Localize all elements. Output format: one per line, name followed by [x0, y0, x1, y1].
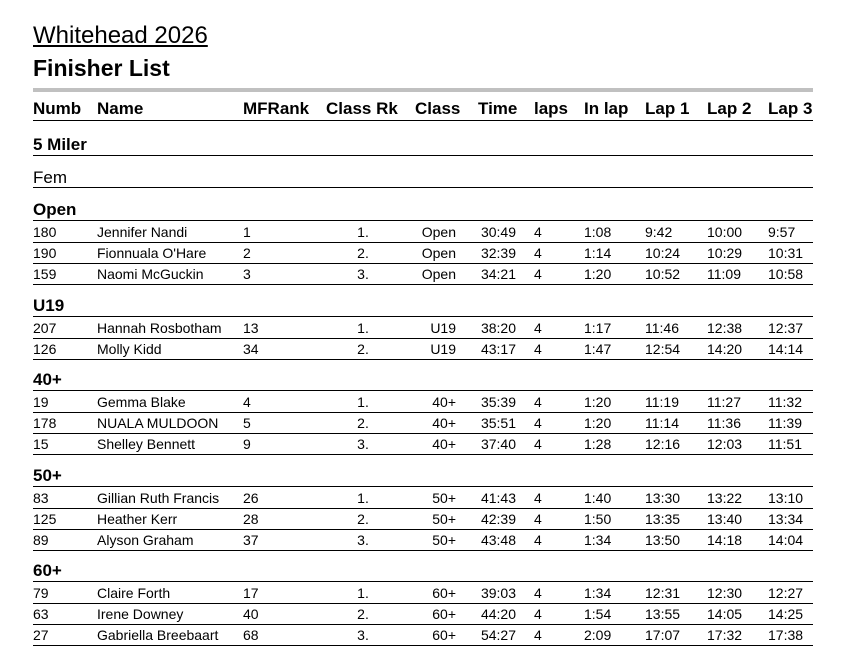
cell-mfrank: 1: [243, 224, 251, 240]
gender-label: Fem: [33, 168, 67, 187]
cell-laps: 4: [534, 224, 542, 240]
age-group-label: Open: [33, 200, 77, 219]
gender-divider: [33, 187, 813, 188]
cell-in-lap: 1:14: [584, 245, 612, 261]
cell-name: Naomi McGuckin: [97, 266, 204, 282]
cell-lap-2: 12:38: [707, 320, 743, 336]
cell-class: U19: [430, 320, 456, 336]
cell-mfrank: 68: [243, 627, 259, 643]
cell-name: Molly Kidd: [97, 341, 162, 357]
cell-mfrank: 13: [243, 320, 259, 336]
column-header-in-lap: In lap: [584, 99, 629, 118]
cell-name: Gillian Ruth Francis: [97, 490, 220, 506]
cell-time: 41:43: [480, 490, 516, 506]
cell-in-lap: 1:40: [584, 490, 612, 506]
age-group-label: 50+: [33, 466, 62, 485]
cell-numb: 83: [33, 490, 49, 506]
cell-laps: 4: [534, 245, 542, 261]
cell-lap-3: 13:34: [768, 511, 804, 527]
cell-in-lap: 1:20: [584, 266, 612, 282]
cell-mfrank: 34: [243, 341, 259, 357]
row-divider: [33, 454, 813, 455]
cell-lap-1: 13:30: [645, 490, 681, 506]
row-divider: [33, 263, 813, 264]
cell-lap-3: 11:51: [768, 436, 802, 452]
cell-lap-2: 14:18: [707, 532, 743, 548]
cell-time: 42:39: [480, 511, 516, 527]
cell-lap-1: 11:46: [645, 320, 679, 336]
cell-numb: 180: [33, 224, 57, 240]
cell-in-lap: 1:17: [584, 320, 612, 336]
cell-time: 34:21: [480, 266, 516, 282]
column-header-time: Time: [478, 99, 518, 118]
cell-mfrank: 26: [243, 490, 259, 506]
column-header-class: Class: [415, 99, 461, 118]
cell-numb: 63: [33, 606, 49, 622]
cell-lap-1: 9:42: [645, 224, 673, 240]
age-group-label: 40+: [33, 370, 62, 389]
cell-class: 60+: [432, 606, 456, 622]
cell-lap-3: 13:10: [768, 490, 804, 506]
cell-lap-2: 11:27: [707, 394, 741, 410]
row-divider: [33, 550, 813, 551]
age-group-label: U19: [33, 296, 65, 315]
cell-mfrank: 17: [243, 585, 259, 601]
cell-lap-3: 12:37: [768, 320, 804, 336]
cell-class-rank: 3.: [357, 266, 369, 282]
row-divider: [33, 284, 813, 285]
cell-lap-3: 14:25: [768, 606, 804, 622]
row-divider: [33, 603, 813, 604]
cell-class-rank: 1.: [357, 224, 369, 240]
row-divider: [33, 508, 813, 509]
cell-name: Heather Kerr: [97, 511, 178, 527]
cell-lap-3: 14:04: [768, 532, 804, 548]
report-title: Whitehead 2026: [33, 22, 208, 49]
cell-mfrank: 2: [243, 245, 251, 261]
row-divider: [33, 338, 813, 339]
cell-lap-2: 12:30: [707, 585, 743, 601]
cell-name: Alyson Graham: [97, 532, 194, 548]
row-divider: [33, 412, 813, 413]
cell-class: U19: [430, 341, 456, 357]
cell-name: Hannah Rosbotham: [97, 320, 222, 336]
cell-class: 60+: [432, 627, 456, 643]
cell-numb: 207: [33, 320, 57, 336]
cell-name: NUALA MULDOON: [97, 415, 219, 431]
cell-numb: 126: [33, 341, 57, 357]
column-header-mfrank: MFRank: [243, 99, 310, 118]
column-header-lap-1: Lap 1: [645, 99, 690, 118]
cell-numb: 15: [33, 436, 49, 452]
cell-laps: 4: [534, 585, 542, 601]
cell-in-lap: 2:09: [584, 627, 612, 643]
cell-lap-2: 11:36: [707, 415, 741, 431]
cell-lap-1: 13:35: [645, 511, 681, 527]
row-divider: [33, 529, 813, 530]
cell-lap-3: 10:58: [768, 266, 804, 282]
cell-lap-1: 12:16: [645, 436, 681, 452]
cell-time: 39:03: [480, 585, 516, 601]
cell-mfrank: 28: [243, 511, 259, 527]
cell-time: 44:20: [480, 606, 516, 622]
cell-name: Claire Forth: [97, 585, 171, 601]
cell-class: 40+: [432, 436, 456, 452]
report-subtitle: Finisher List: [33, 55, 170, 81]
cell-numb: 27: [33, 627, 49, 643]
cell-lap-3: 14:14: [768, 341, 804, 357]
race-divider: [33, 155, 813, 156]
row-divider: [33, 624, 813, 625]
cell-name: Irene Downey: [97, 606, 184, 622]
cell-lap-1: 10:24: [645, 245, 681, 261]
age-group-divider: [33, 316, 813, 317]
cell-lap-2: 13:22: [707, 490, 743, 506]
cell-lap-3: 12:27: [768, 585, 804, 601]
cell-time: 35:39: [480, 394, 516, 410]
column-header-lap-3: Lap 3: [768, 99, 813, 118]
cell-class: Open: [421, 224, 456, 240]
cell-class: Open: [421, 245, 456, 261]
cell-class-rank: 2.: [357, 511, 369, 527]
cell-in-lap: 1:20: [584, 394, 612, 410]
cell-in-lap: 1:47: [584, 341, 612, 357]
cell-laps: 4: [534, 415, 542, 431]
cell-class: Open: [421, 266, 456, 282]
age-group-divider: [33, 486, 813, 487]
header-divider: [33, 88, 813, 92]
cell-name: Jennifer Nandi: [97, 224, 188, 240]
cell-lap-1: 11:14: [645, 415, 679, 431]
cell-name: Gabriella Breebaart: [97, 627, 219, 643]
cell-lap-3: 11:32: [768, 394, 802, 410]
cell-numb: 159: [33, 266, 57, 282]
cell-time: 38:20: [480, 320, 516, 336]
cell-mfrank: 37: [243, 532, 259, 548]
cell-laps: 4: [534, 436, 542, 452]
cell-class: 50+: [432, 511, 456, 527]
cell-laps: 4: [534, 627, 542, 643]
cell-time: 35:51: [480, 415, 516, 431]
cell-time: 30:49: [480, 224, 516, 240]
cell-class-rank: 2.: [357, 606, 369, 622]
cell-lap-1: 17:07: [645, 627, 681, 643]
cell-lap-2: 11:09: [707, 266, 741, 282]
cell-lap-2: 14:05: [707, 606, 743, 622]
cell-in-lap: 1:34: [584, 532, 612, 548]
cell-lap-2: 12:03: [707, 436, 743, 452]
cell-laps: 4: [534, 490, 542, 506]
column-header-laps: laps: [534, 99, 569, 118]
cell-lap-1: 13:50: [645, 532, 681, 548]
cell-class-rank: 1.: [357, 490, 369, 506]
cell-lap-1: 10:52: [645, 266, 681, 282]
cell-in-lap: 1:50: [584, 511, 612, 527]
age-group-divider: [33, 390, 813, 391]
cell-time: 32:39: [480, 245, 516, 261]
cell-numb: 89: [33, 532, 49, 548]
header-underline: [33, 120, 813, 121]
cell-class-rank: 1.: [357, 320, 369, 336]
cell-lap-2: 10:29: [707, 245, 743, 261]
cell-class: 60+: [432, 585, 456, 601]
cell-in-lap: 1:54: [584, 606, 612, 622]
cell-numb: 19: [33, 394, 49, 410]
cell-lap-1: 11:19: [645, 394, 679, 410]
row-divider: [33, 433, 813, 434]
cell-lap-3: 10:31: [768, 245, 804, 261]
cell-numb: 190: [33, 245, 57, 261]
age-group-label: 60+: [33, 561, 62, 580]
cell-class-rank: 1.: [357, 585, 369, 601]
cell-time: 43:17: [480, 341, 516, 357]
cell-mfrank: 40: [243, 606, 259, 622]
cell-lap-2: 14:20: [707, 341, 743, 357]
cell-class-rank: 1.: [357, 394, 369, 410]
cell-time: 43:48: [480, 532, 516, 548]
cell-class-rank: 2.: [357, 341, 369, 357]
cell-name: Gemma Blake: [97, 394, 186, 410]
cell-lap-1: 12:54: [645, 341, 681, 357]
cell-laps: 4: [534, 341, 542, 357]
cell-class-rank: 3.: [357, 436, 369, 452]
cell-laps: 4: [534, 266, 542, 282]
cell-lap-1: 13:55: [645, 606, 681, 622]
cell-class-rank: 2.: [357, 245, 369, 261]
age-group-divider: [33, 220, 813, 221]
cell-laps: 4: [534, 320, 542, 336]
column-header-class-rank: Class Rk: [326, 99, 398, 118]
cell-class: 50+: [432, 490, 456, 506]
cell-lap-3: 11:39: [768, 415, 802, 431]
row-divider: [33, 242, 813, 243]
column-header-name: Name: [97, 99, 144, 118]
cell-name: Fionnuala O'Hare: [97, 245, 207, 261]
cell-class: 40+: [432, 394, 456, 410]
cell-mfrank: 4: [243, 394, 251, 410]
cell-lap-2: 17:32: [707, 627, 743, 643]
cell-class: 40+: [432, 415, 456, 431]
cell-in-lap: 1:28: [584, 436, 612, 452]
cell-lap-3: 9:57: [768, 224, 796, 240]
cell-mfrank: 5: [243, 415, 251, 431]
cell-mfrank: 3: [243, 266, 251, 282]
cell-numb: 125: [33, 511, 57, 527]
cell-class: 50+: [432, 532, 456, 548]
cell-numb: 178: [33, 415, 57, 431]
cell-laps: 4: [534, 511, 542, 527]
cell-name: Shelley Bennett: [97, 436, 196, 452]
cell-in-lap: 1:08: [584, 224, 612, 240]
cell-lap-1: 12:31: [645, 585, 681, 601]
cell-class-rank: 2.: [357, 415, 369, 431]
cell-lap-2: 13:40: [707, 511, 743, 527]
cell-in-lap: 1:34: [584, 585, 612, 601]
cell-laps: 4: [534, 394, 542, 410]
row-divider: [33, 645, 813, 646]
race-label: 5 Miler: [33, 135, 87, 154]
cell-class-rank: 3.: [357, 532, 369, 548]
cell-lap-3: 17:38: [768, 627, 804, 643]
cell-mfrank: 9: [243, 436, 251, 452]
cell-in-lap: 1:20: [584, 415, 612, 431]
cell-laps: 4: [534, 606, 542, 622]
cell-lap-2: 10:00: [707, 224, 743, 240]
age-group-divider: [33, 581, 813, 582]
column-header-numb: Numb: [33, 99, 82, 118]
cell-laps: 4: [534, 532, 542, 548]
cell-numb: 79: [33, 585, 49, 601]
cell-class-rank: 3.: [357, 627, 369, 643]
column-header-lap-2: Lap 2: [707, 99, 752, 118]
cell-time: 37:40: [480, 436, 516, 452]
cell-time: 54:27: [480, 627, 516, 643]
row-divider: [33, 359, 813, 360]
